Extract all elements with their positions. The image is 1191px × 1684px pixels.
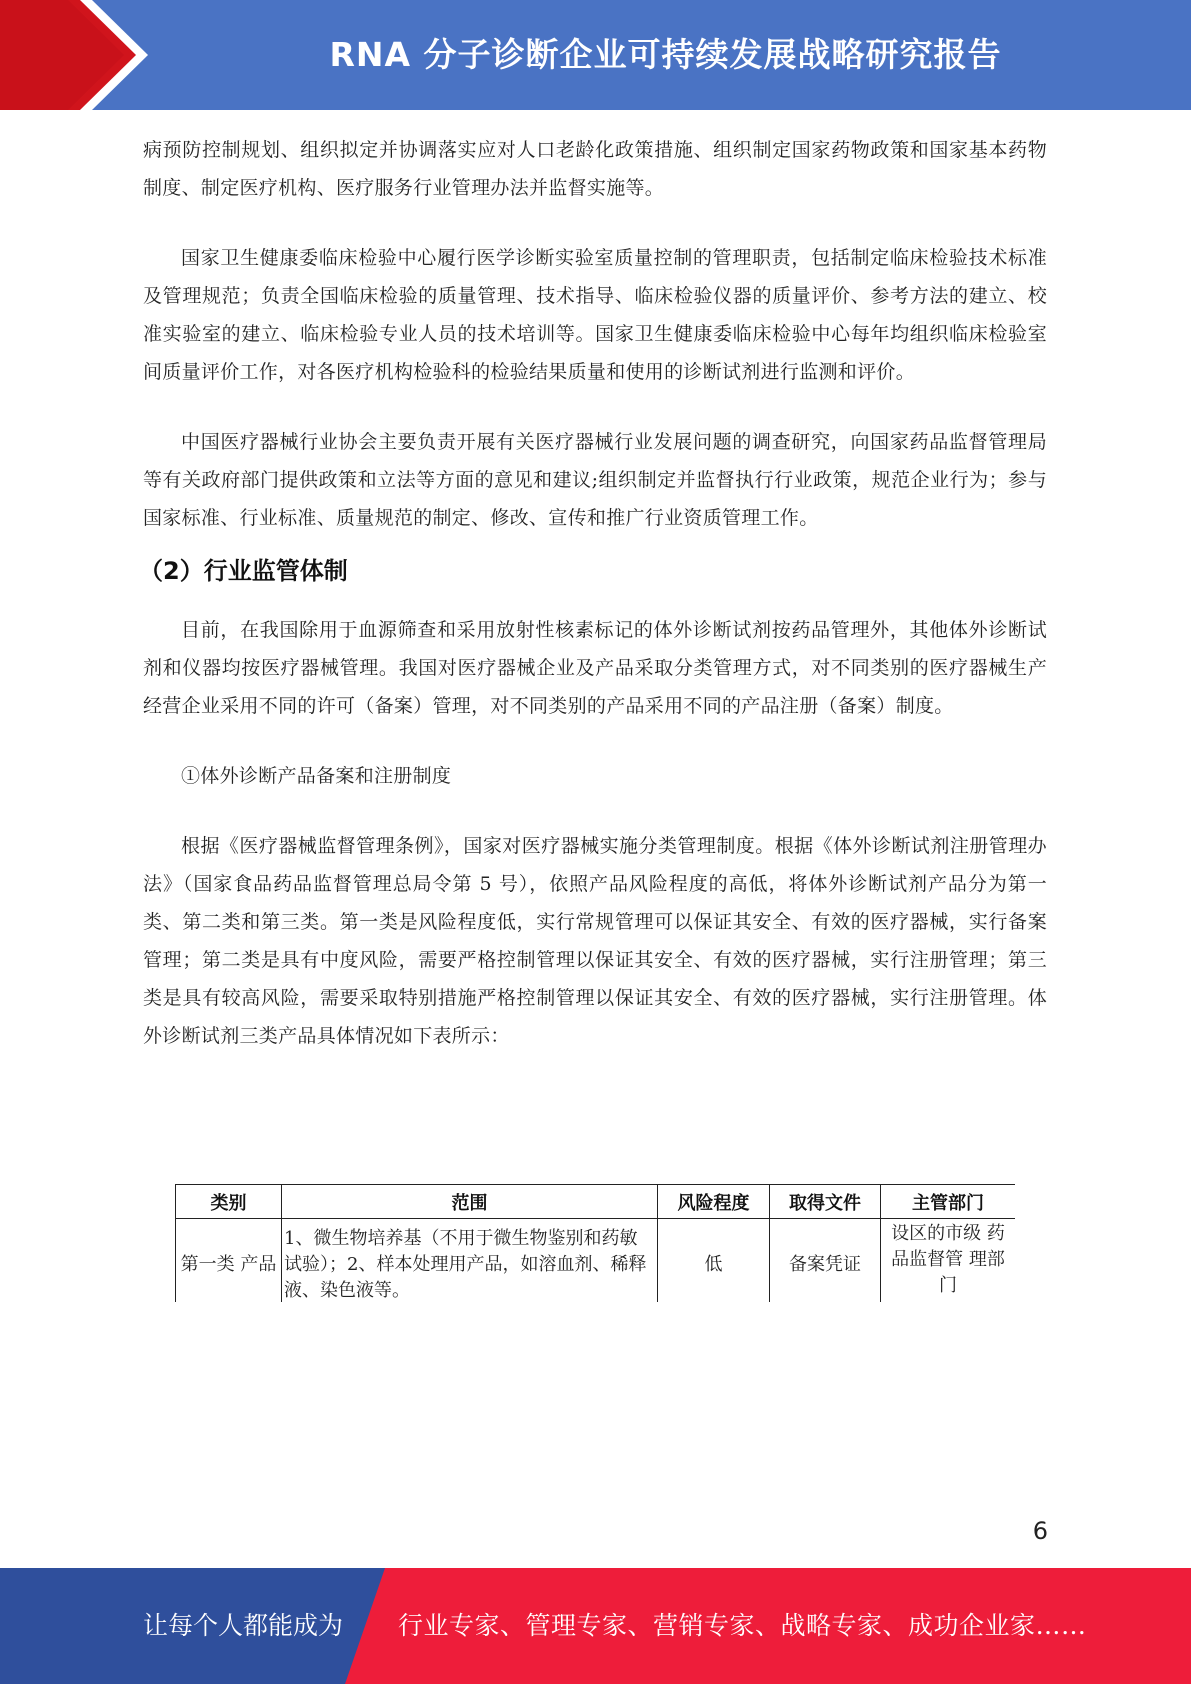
column-header-scope: 范围 [282,1185,658,1219]
cell-scope: 1、微生物培养基（不用于微生物鉴别和药敏试验）；2、样本处理用产品，如溶血剂、稀释液、染色液等。 [282,1219,658,1303]
cell-department: 设区的市级 药品监督管 理部门 [881,1219,1016,1303]
column-header-category: 类别 [176,1185,282,1219]
column-header-risk: 风险程度 [658,1185,770,1219]
paragraph-4: 目前，在我国除用于血源筛查和采用放射性核素标记的体外诊断试剂按药品管理外，其他体外诊断试剂和仪器均按医疗器械管理。我国对医疗器械企业及产品采取分类管理方式，对不同类别的医疗器械生产经营企业采用不同的许可（备案）管理，对不同类别的产品采用不同的产品注册（备案）制度。 [143,619,1047,717]
cell-document: 备案凭证 [770,1219,881,1303]
subsection-title: ①体外诊断产品备案和注册制度 [181,765,452,787]
footer-slogan-left: 让每个人都能成为 [143,1611,344,1640]
table-header-row [176,1185,1016,1219]
paragraph-2: 国家卫生健康委临床检验中心履行医学诊断实验室质量控制的管理职责，包括制定临床检验技术标准及管理规范；负责全国临床检验的质量管理、技术指导、临床检验仪器的质量评价、参考方法的建立、校准实验室的建立、临床检验专业人员的技术培训等。国家卫生健康委临床检验中心每年均组织临床检验室间质量评价工作，对各医疗机构检验科的检验结果质量和使用的诊断试剂进行监测和评价。 [143,247,1047,383]
document-body [139,131,1047,1055]
section-heading: （2）行业监管体制 [139,557,348,585]
column-header-department: 主管部门 [881,1185,1016,1219]
page-number: 6 [1032,1517,1048,1545]
cell-risk: 低 [658,1219,770,1303]
table-row [176,1219,1016,1303]
footer-banner [0,1568,1191,1684]
header-chevron-icon [0,0,200,110]
column-header-document: 取得文件 [770,1185,881,1219]
classification-table-container [175,1184,1015,1302]
document-title: RNA 分子诊断企业可持续发展战略研究报告 [329,35,1002,74]
classification-table [175,1184,1015,1302]
footer-slogan-right: 行业专家、管理专家、营销专家、战略专家、成功企业家…… [398,1611,1087,1640]
paragraph-1: 病预防控制规划、组织拟定并协调落实应对人口老龄化政策措施、组织制定国家药物政策和国家基本药物制度、制定医疗机构、医疗服务行业管理办法并监督实施等。 [143,139,1047,199]
cell-category: 第一类 产品 [176,1219,282,1303]
paragraph-6: 根据《医疗器械监督管理条例》，国家对医疗器械实施分类管理制度。根据《体外诊断试剂注册管理办法》（国家食品药品监督管理总局令第 5 号），依照产品风险程度的高低，将体外诊断试剂产品分为第一类、第二类和第三类。第一类是风险程度低，实行常规管理可以保证其安全、有效的医疗器械，实行备案管理；第二类是具有中度风险，需要严格控制管理以保证其安全、有效的医疗器械，实行注册管理；第三类是具有较高风险，需要采取特别措施严格控制管理以保证其安全、有效的医疗器械，实行注册管理。体外诊断试剂三类产品具体情况如下表所示： [143,835,1047,1047]
paragraph-3: 中国医疗器械行业协会主要负责开展有关医疗器械行业发展问题的调查研究，向国家药品监督管理局等有关政府部门提供政策和立法等方面的意见和建议;组织制定并监督执行行业政策，规范企业行为；参与国家标准、行业标准、质量规范的制定、修改、宣传和推广行业资质管理工作。 [143,431,1047,529]
header-banner [0,0,1191,110]
